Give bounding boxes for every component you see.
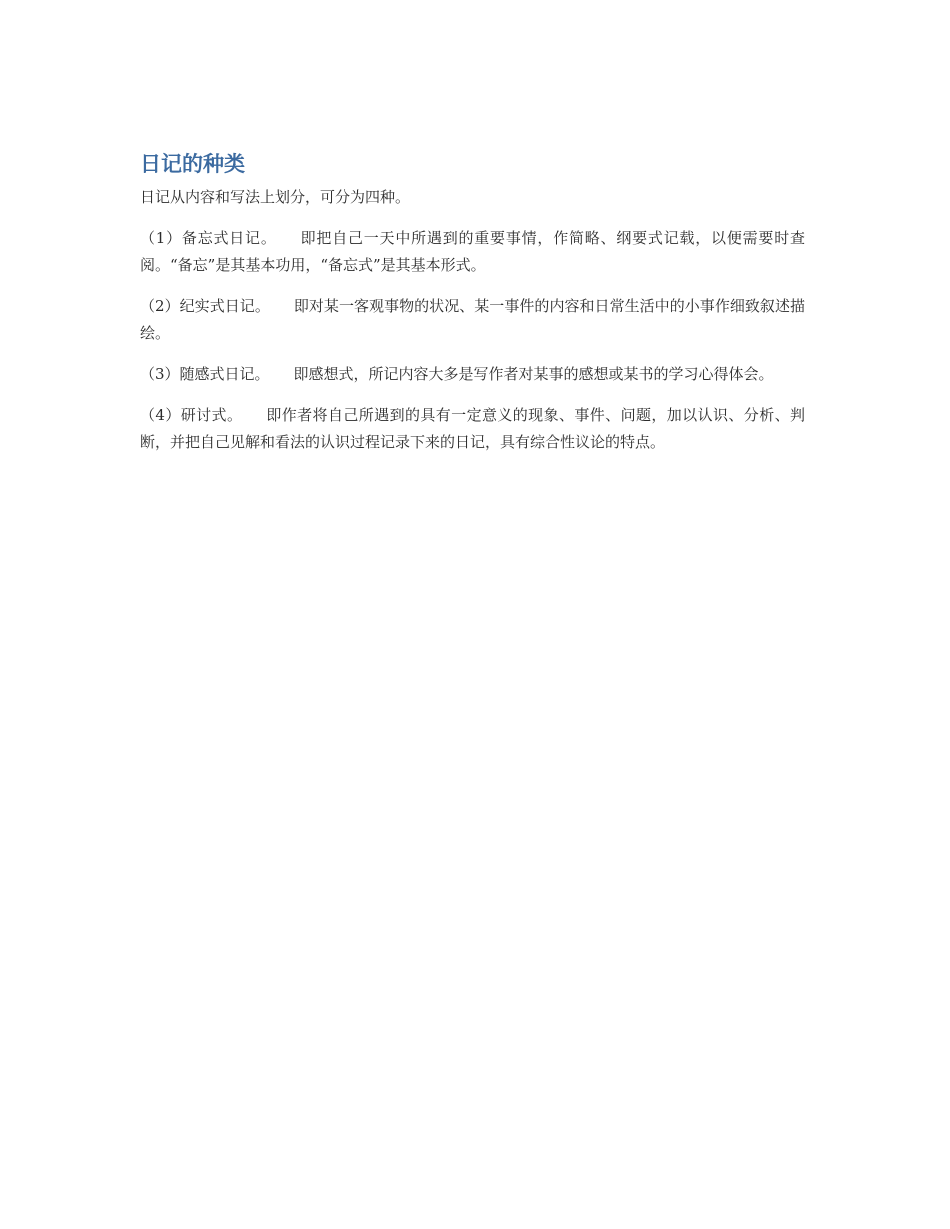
diary-type-item-4 [140, 402, 805, 456]
diary-type-description: 即作者将自己所遇到的具有一定意义的现象、事件、问题，加以认识、分析、判断，并把自己见解和看法的认识过程记录下来的日记，具有综合性议论的特点。 [140, 406, 805, 451]
diary-type-label: （1）备忘式日记。 [140, 229, 277, 247]
diary-type-description: 即感想式，所记内容大多是写作者对某事的感想或某书的学习心得体会。 [293, 365, 774, 383]
diary-type-item-1 [140, 225, 805, 279]
diary-type-item-3 [140, 361, 805, 388]
diary-type-label: （4）研讨式。 [140, 406, 243, 424]
document-page [140, 150, 805, 470]
diary-type-label: （2）纪实式日记。 [140, 297, 270, 315]
section-heading: 日记的种类 [140, 152, 245, 176]
diary-type-description: 即对某一客观事物的状况、某一事件的内容和日常生活中的小事作细致叙述描绘。 [140, 297, 805, 342]
intro-paragraph: 日记从内容和写法上划分，可分为四种。 [140, 188, 411, 206]
diary-type-item-2 [140, 293, 805, 347]
diary-type-label: （3）随感式日记。 [140, 365, 270, 383]
diary-type-description: 即把自己一天中所遇到的重要事情，作简略、纲要式记载，以便需要时查阅。“备忘”是其基本功用，“备忘式”是其基本形式。 [140, 229, 805, 274]
